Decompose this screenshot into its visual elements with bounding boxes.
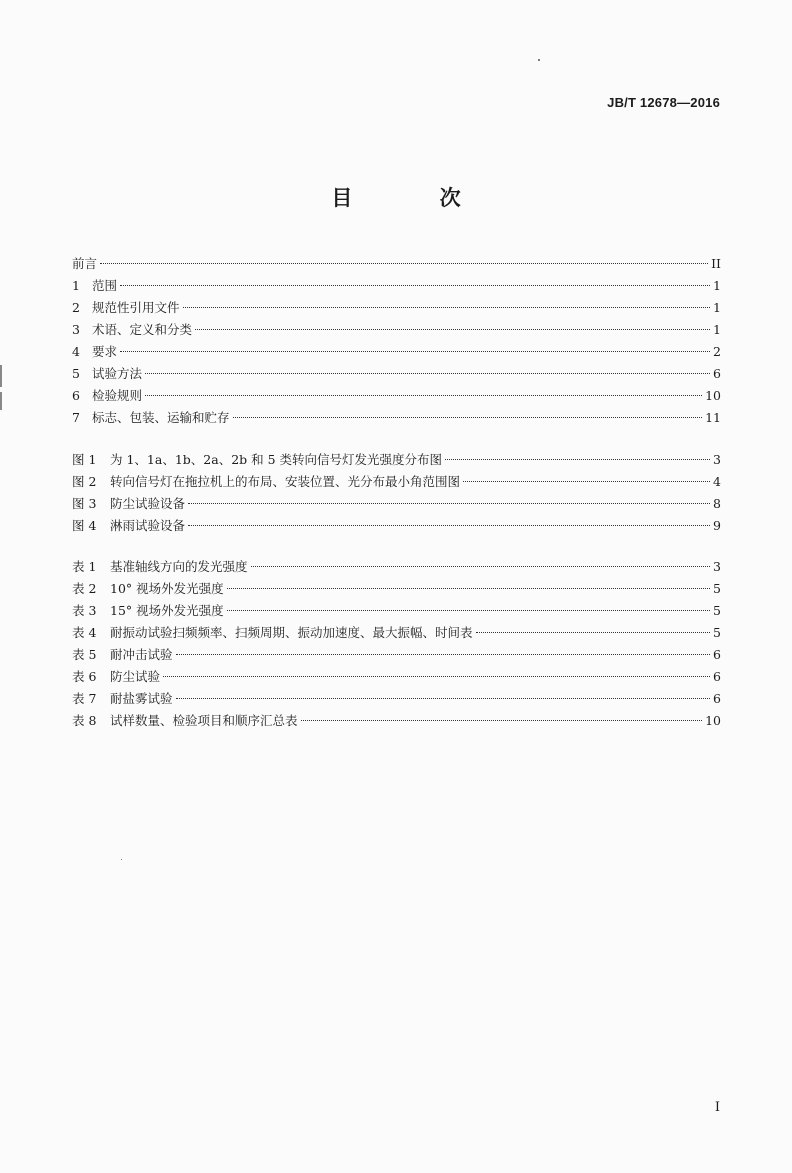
toc-entry-page: 1 — [713, 300, 721, 315]
toc-sections — [72, 253, 721, 429]
toc-figures — [72, 449, 721, 537]
dot-leader — [120, 351, 710, 352]
toc-entry-title: 转向信号灯在拖拉机上的布局、安装位置、光分布最小角范围图 — [110, 474, 461, 489]
toc-entry-title: 前言 — [72, 256, 98, 271]
toc-entry-number: 表 5 — [72, 647, 97, 662]
toc-entry-page: 8 — [713, 496, 721, 511]
toc-entry-figure-3[interactable] — [72, 493, 721, 515]
toc-entry-page: 11 — [705, 410, 721, 425]
toc-entry-page: 6 — [713, 366, 721, 381]
toc-entry-title: 试验方法 — [92, 366, 143, 381]
toc-entry-number: 图 3 — [72, 496, 97, 511]
toc-entry-number: 图 1 — [72, 452, 97, 467]
toc-entry-page: 2 — [713, 344, 721, 359]
dot-leader — [188, 503, 710, 504]
toc-entry-page: 6 — [713, 647, 721, 662]
page-title: 目 次 — [331, 186, 501, 210]
toc-entry-number: 7 — [72, 410, 80, 425]
toc-entry-title: 试样数量、检验项目和顺序汇总表 — [110, 713, 298, 728]
toc-entry-number: 图 2 — [72, 474, 97, 489]
toc-entry-page: 6 — [713, 669, 721, 684]
toc-entry-title: 要求 — [92, 344, 118, 359]
toc-entry-section-3[interactable] — [72, 319, 721, 341]
toc-entry-number: 表 2 — [72, 581, 97, 596]
dot-leader — [301, 720, 703, 721]
page-number: I — [714, 1100, 720, 1115]
toc-entry-page: 6 — [713, 691, 721, 706]
toc-entry-table-1[interactable] — [72, 556, 721, 578]
toc-entry-section-7[interactable] — [72, 407, 721, 429]
toc-entry-section-4[interactable] — [72, 341, 721, 363]
toc-entry-page: 10 — [705, 713, 721, 728]
toc-entry-page: 1 — [713, 322, 721, 337]
toc-entry-title: 耐盐雾试验 — [110, 691, 173, 706]
dot-leader — [176, 698, 711, 699]
scan-speck — [121, 859, 122, 860]
toc-entry-section-5[interactable] — [72, 363, 721, 385]
toc-entry-title: 15° 视场外发光强度 — [110, 603, 224, 618]
toc-entry-page: 3 — [713, 559, 721, 574]
toc-entry-title: 术语、定义和分类 — [92, 322, 193, 337]
toc-entry-number: 表 8 — [72, 713, 97, 728]
toc-entry-title: 10° 视场外发光强度 — [110, 581, 224, 596]
dot-leader — [100, 263, 708, 264]
toc-entry-section-6[interactable] — [72, 385, 721, 407]
dot-leader — [476, 632, 711, 633]
toc-entry-page: 9 — [713, 518, 721, 533]
scan-speck — [538, 59, 540, 61]
toc-entry-page: 5 — [713, 603, 721, 618]
toc-entry-page: 3 — [713, 452, 721, 467]
toc-entry-table-2[interactable] — [72, 578, 721, 600]
toc-entry-page: 5 — [713, 581, 721, 596]
dot-leader — [145, 373, 710, 374]
scan-edge-mark — [0, 365, 2, 387]
toc-entry-section-2[interactable] — [72, 297, 721, 319]
toc-entry-title: 淋雨试验设备 — [110, 518, 186, 533]
toc-entry-page: 4 — [713, 474, 721, 489]
toc-entry-figure-1[interactable] — [72, 449, 721, 471]
toc-entry-section-1[interactable] — [72, 275, 721, 297]
toc-entry-page: 1 — [713, 278, 721, 293]
dot-leader — [163, 676, 710, 677]
document-code: JB/T 12678—2016 — [607, 95, 720, 110]
toc-entry-title: 防尘试验 — [110, 669, 161, 684]
dot-leader — [183, 307, 711, 308]
dot-leader — [145, 395, 702, 396]
toc-entry-page: 5 — [713, 625, 721, 640]
dot-leader — [227, 588, 710, 589]
toc-entry-title: 耐振动试验扫频频率、扫频周期、振动加速度、最大振幅、时间表 — [110, 625, 473, 640]
toc-entry-figure-2[interactable] — [72, 471, 721, 493]
dot-leader — [233, 417, 703, 418]
toc-entry-table-5[interactable] — [72, 644, 721, 666]
dot-leader — [188, 525, 710, 526]
toc-entry-number: 1 — [72, 278, 80, 293]
toc-entry-figure-4[interactable] — [72, 515, 721, 537]
toc-entry-table-6[interactable] — [72, 666, 721, 688]
scan-edge-mark — [0, 392, 2, 410]
toc-entry-table-7[interactable] — [72, 688, 721, 710]
dot-leader — [176, 654, 711, 655]
toc-tables — [72, 556, 721, 732]
toc-entry-table-4[interactable] — [72, 622, 721, 644]
toc-entry-title: 防尘试验设备 — [110, 496, 186, 511]
toc-entry-title: 范围 — [92, 278, 118, 293]
toc-entry-number: 表 4 — [72, 625, 97, 640]
dot-leader — [463, 481, 710, 482]
toc-entry-number: 5 — [72, 366, 80, 381]
toc-entry-table-3[interactable] — [72, 600, 721, 622]
toc-entry-title: 检验规则 — [92, 388, 143, 403]
toc-entry-number: 2 — [72, 300, 80, 315]
toc-entry-title: 基准轴线方向的发光强度 — [110, 559, 248, 574]
toc-entry-number: 表 1 — [72, 559, 97, 574]
toc-entry-foreword[interactable] — [72, 253, 721, 275]
dot-leader — [120, 285, 710, 286]
dot-leader — [251, 566, 711, 567]
toc-entry-number: 图 4 — [72, 518, 97, 533]
dot-leader — [445, 459, 710, 460]
toc-entry-title: 为 1、1a、1b、2a、2b 和 5 类转向信号灯发光强度分布图 — [110, 452, 443, 467]
dot-leader — [227, 610, 710, 611]
toc-entry-title: 耐冲击试验 — [110, 647, 173, 662]
toc-entry-page: II — [711, 256, 721, 271]
toc-entry-number: 3 — [72, 322, 80, 337]
toc-entry-number: 表 3 — [72, 603, 97, 618]
toc-entry-page: 10 — [705, 388, 721, 403]
dot-leader — [195, 329, 710, 330]
toc-entry-number: 表 7 — [72, 691, 97, 706]
toc-entry-table-8[interactable] — [72, 710, 721, 732]
toc-entry-title: 规范性引用文件 — [92, 300, 180, 315]
toc-entry-title: 标志、包装、运输和贮存 — [92, 410, 230, 425]
toc-entry-number: 6 — [72, 388, 80, 403]
toc-entry-number: 表 6 — [72, 669, 97, 684]
toc-entry-number: 4 — [72, 344, 80, 359]
